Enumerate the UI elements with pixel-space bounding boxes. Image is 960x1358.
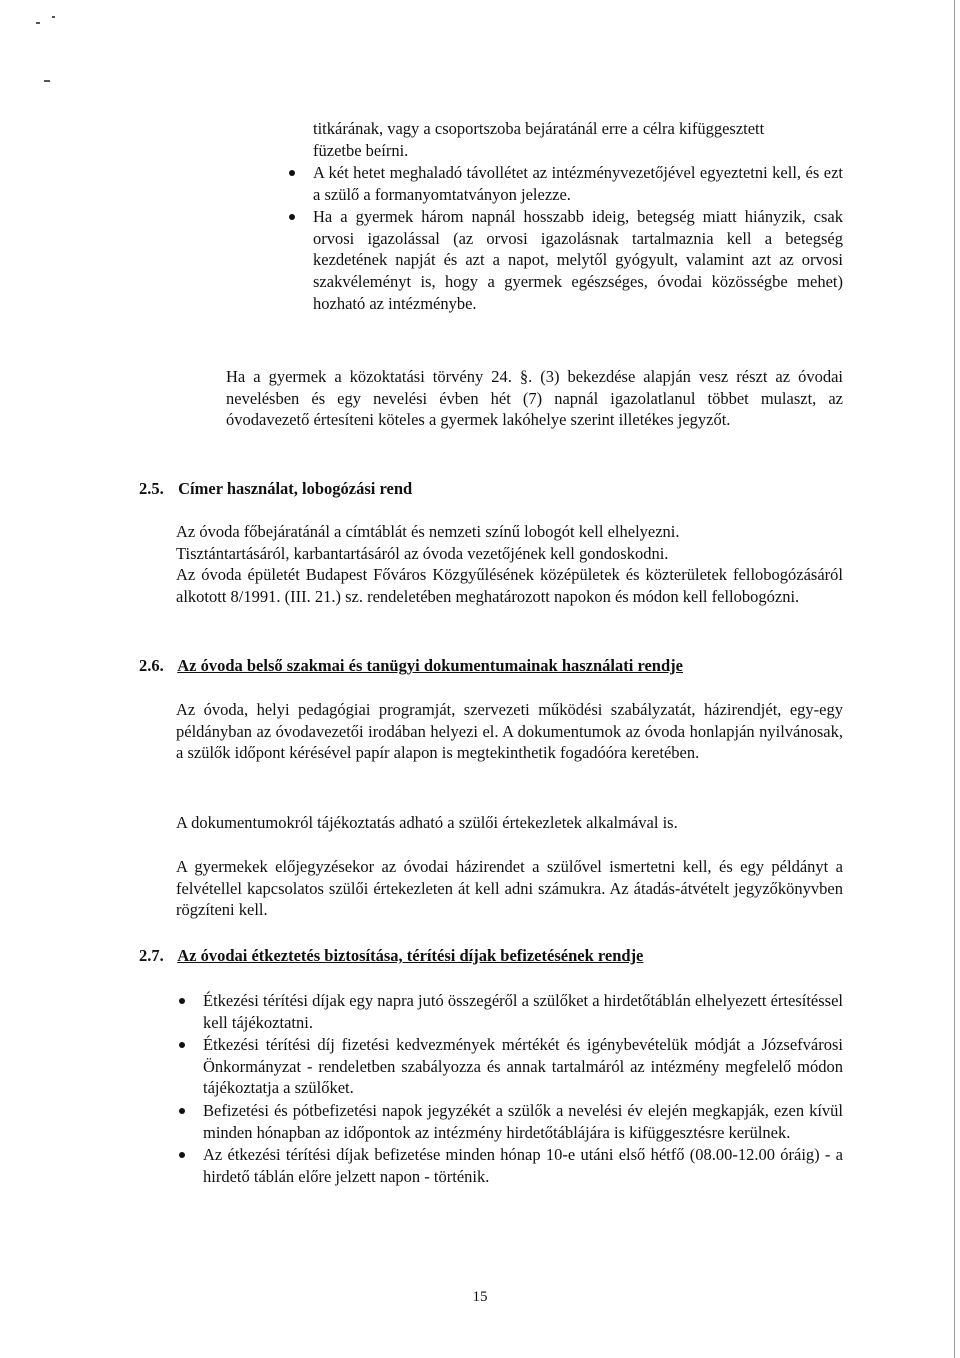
intro-continuation (313, 118, 843, 161)
paragraph: Tisztántartásáról, karbantartásáról az óvoda vezetőjének kell gondoskodni. (176, 543, 669, 563)
section-2-6-paragraph: Az óvoda, helyi pedagógiai programját, szervezeti működési szabályzatát, házirendjét, egy-egy példányban az óvodavezetői irodában helyezi el. A dokumentumok az óvoda honlapján nyilvánosak, a szülők időpont kérésével papír alapon is megtekinthetik fogadóóra keretében. (176, 700, 843, 763)
section-title: Címer használat, lobogózási rend (178, 479, 413, 498)
list-item: A két hetet meghaladó távollétet az intézményvezetőjével egyeztetni kell, és ezt a szülő a formanyomtatványon jelezze. (313, 163, 843, 204)
truancy-paragraph: Ha a gyermek a közoktatási törvény 24. §. (3) bekezdése alapján vesz részt az óvodai nevelésben és egy nevelési évben hét (7) napnál igazolatlanul többet mulaszt, az óvodavezető értesíteni köteles a gyermek lakóhelye szerint illetékes jegyzőt. (226, 367, 843, 430)
catering-bullet-list (203, 990, 843, 1187)
scan-edge-line (954, 0, 955, 1358)
section-heading-2-6 (139, 655, 683, 677)
scan-artifact (36, 22, 40, 24)
absence-bullet-list (313, 162, 843, 314)
intro-line: titkárának, vagy a csoportszoba bejáratánál erre a célra kifüggesztett (313, 119, 765, 138)
section-number: 2.6. (139, 656, 164, 675)
section-number: 2.5. (139, 479, 164, 498)
section-2-6-paragraph: A dokumentumokról tájékoztatás adható a szülői értekezletek alkalmával is. (176, 813, 678, 832)
section-2-5-body (176, 521, 843, 607)
section-number: 2.7. (139, 946, 164, 965)
page-number: 15 (472, 1289, 488, 1305)
list-item: Étkezési térítési díj fizetési kedvezmények mértékét és igénybevételük módját a Józsefvárosi Önkormányzat - rendeletben szabályozza és annak tartalmáról az intézmény megfelelő módon tájékoztatja a szülőket. (203, 1035, 843, 1098)
list-item: Az étkezési térítési díjak befizetése minden hónap 10-e utáni első hétfő (08.00-12.00 óráig) - a hirdető táblán előre jelzett napon - történik. (203, 1145, 843, 1186)
intro-line: füzetbe beírni. (313, 140, 409, 160)
section-heading-2-7 (139, 945, 643, 967)
paragraph: Az óvoda épületét Budapest Főváros Közgyűlésének középületek és közterületek fellobogózásáról alkotott 8/1991. (III. 21.) sz. rendeletében meghatározott napokon és módon kell fellobogózni. (176, 565, 843, 606)
scan-artifact (44, 80, 50, 82)
section-heading-2-5 (139, 478, 412, 500)
list-item: Befizetési és pótbefizetési napok jegyzékét a szülők a nevelési év elején megkapják, ezen kívül minden hónapban az időpontok az intézmény hirdetőtáblájára is kifüggesztésre kerülnek. (203, 1100, 843, 1142)
scan-artifact (52, 16, 55, 18)
section-2-6-paragraph: A gyermekek előjegyzésekor az óvodai házirendet a szülővel ismertetni kell, és egy példányt a felvétellel kapcsolatos szülői értekezleten át kell adni számukra. Az átadás-átvételt jegyzőkönyvben rögzíteni kell. (176, 857, 843, 920)
list-item: Ha a gyermek három napnál hosszabb ideig, betegség miatt hiányzik, csak orvosi igazolással (az orvosi igazolásnak tartalmaznia kell a betegség kezdetének napját és azt a napot, melytől gyógyult, valamint azt az orvosi szakvéleményt is, hogy a gyermek egészséges, óvodai közösségbe mehet) hozható az intézménybe. (313, 207, 843, 313)
section-title: Az óvodai étkeztetés biztosítása, térítési díjak befizetésének rendje (177, 946, 644, 965)
section-title: Az óvoda belső szakmai és tanügyi dokumentumainak használati rendje (177, 656, 683, 675)
paragraph: Az óvoda főbejáratánál a címtáblát és nemzeti színű lobogót kell elhelyezni. (176, 522, 680, 541)
list-item: Étkezési térítési díjak egy napra jutó összegéről a szülőket a hirdetőtáblán elhelyezett értesítéssel kell tájékoztatni. (203, 991, 843, 1032)
